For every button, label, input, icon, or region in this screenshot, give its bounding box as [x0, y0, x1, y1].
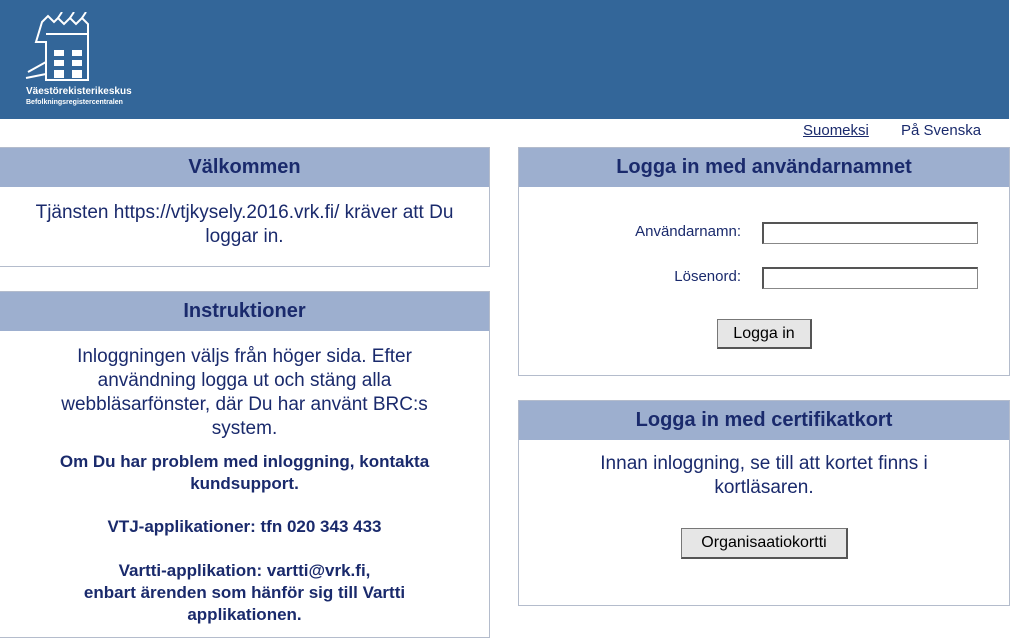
vtj-support-phone: VTJ-applikationer: tfn 020 343 433 [107, 517, 382, 536]
welcome-panel [0, 147, 490, 267]
welcome-title: Välkommen [0, 148, 489, 187]
welcome-text: Tjänsten https://vtjkysely.2016.vrk.fi/ kräver att Du loggar in. [35, 202, 454, 247]
certificate-login-title: Logga in med certifikatkort [519, 401, 1009, 440]
logo-text-swedish: Befolkningsregistercentralen [26, 99, 123, 106]
building-logo-icon [22, 12, 122, 88]
instructions-panel [0, 291, 490, 638]
password-label: Lösenord: [674, 268, 741, 285]
logo-text-finnish: Väestörekisterikeskus [26, 86, 132, 97]
username-label: Användarnamn: [635, 223, 741, 240]
vrk-logo [22, 12, 162, 112]
certificate-instructions: Innan inloggning, se till att kortet finns i kortläsaren. [600, 453, 928, 498]
username-login-title: Logga in med användarnamnet [519, 148, 1009, 187]
username-input[interactable] [762, 222, 978, 244]
vartti-support-email: Vartti-applikation: vartti@vrk.fi, [118, 561, 371, 580]
login-button[interactable]: Logga in [717, 319, 812, 349]
instructions-title: Instruktioner [0, 292, 489, 331]
site-header [0, 0, 1009, 119]
password-input[interactable] [762, 267, 978, 289]
organisation-card-button[interactable]: Organisaatiokortti [681, 528, 848, 559]
support-text: Om Du har problem med inloggning, kontakta kundsupport. [59, 452, 430, 493]
vartti-support-scope: enbart ärenden som hänför sig till Vartti applikationen. [83, 583, 406, 624]
language-current-swedish: På Svenska [901, 122, 982, 139]
instructions-text: Inloggningen väljs från höger sida. Efter användning logga ut och stäng alla webbläsarfönster, där Du har använt BRC:s system. [61, 346, 428, 439]
certificate-login-panel [518, 400, 1010, 606]
username-login-panel [518, 147, 1010, 376]
language-link-finnish[interactable]: Suomeksi [803, 122, 869, 139]
